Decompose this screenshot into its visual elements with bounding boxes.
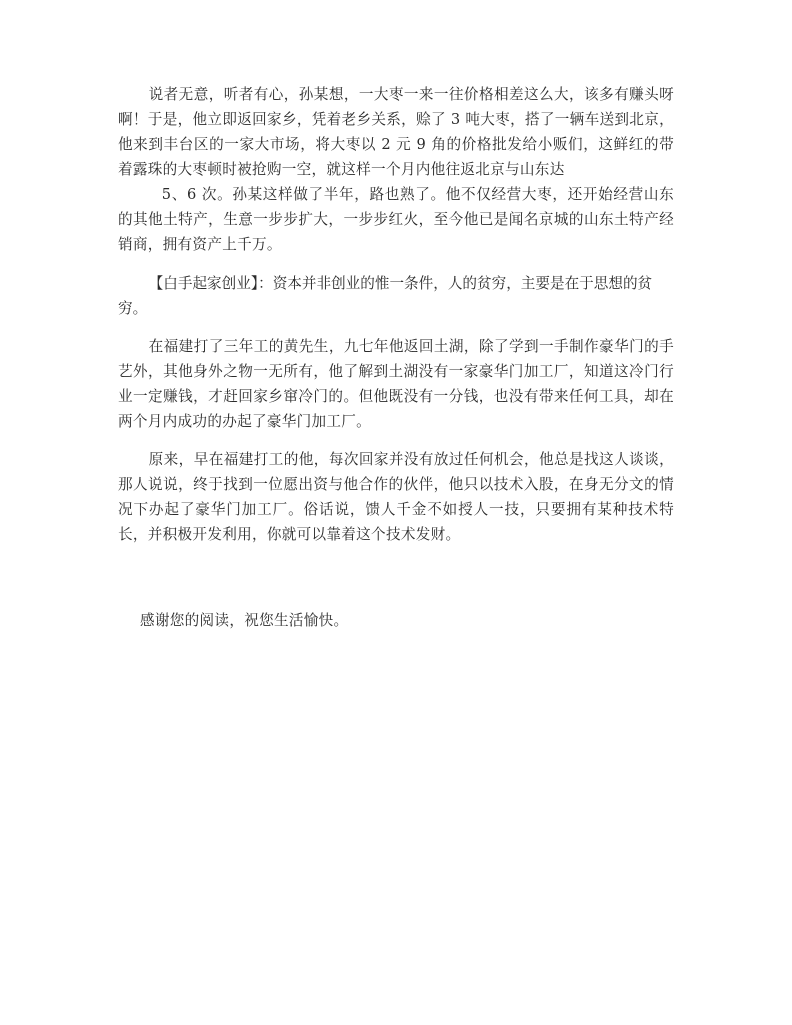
paragraph-heading-bootstrapping: 【白手起家创业】：资本并非创业的惟一条件，人的贫穷，主要是在于思想的贫穷。 — [118, 275, 653, 317]
paragraph-huang-fujian: 在福建打了三年工的黄先生，九七年他返回土湖，除了学到一手制作豪华门的手艺外，其他身外之物一无所有，他了解到土湖没有一家豪华门加工厂，知道这冷门行业一定赚钱，才赶回家乡窜冷门的。但他既没有一分钱，也没有带来任何工具，却在两个月内成功的办起了豪华门加工厂。 — [118, 338, 674, 430]
paragraph-spacer-3 — [118, 434, 674, 447]
paragraph-spacer-1 — [118, 257, 674, 271]
document-text-body — [118, 82, 674, 547]
closing-thank-you-line: 感谢您的阅读，祝您生活愉快。 — [140, 612, 349, 629]
paragraph-story-continuation: 5、6 次。孙某这样做了半年，路也熟了。他不仅经营大枣，还开始经营山东的其他土特产，生意一步步扩大，一步步红火，至今他已是闻名京城的山东土特产经销商，拥有资产上千万。 — [118, 186, 674, 253]
paragraph-story-dates-trade: 说者无意，听者有心，孙某想，一大枣一来一往价格相差这么大，该多有赚头呀啊！于是，他立即返回家乡，凭着老乡关系，赊了 3 吨大枣，搭了一辆车送到北京，他来到丰台区的一家大市场，将大枣以 2 元 9 角的价格批发给小贩们，这鲜红的带着露珠的大枣顿时被抢购一空，就这样一个月内他往返北京与山东达 — [118, 86, 674, 178]
paragraph-spacer-2 — [118, 321, 674, 334]
paragraph-skill-as-equity: 原来，早在福建打工的他，每次回家并没有放过任何机会，他总是找这人谈谈，那人说说，终于找到一位愿出资与他合作的伙伴，他只以技术入股，在身无分文的情况下办起了豪华门加工厂。俗话说，馈人千金不如授人一技，只要拥有某种技术特长，并积极开发利用，你就可以靠着这个技术发财。 — [118, 451, 674, 543]
